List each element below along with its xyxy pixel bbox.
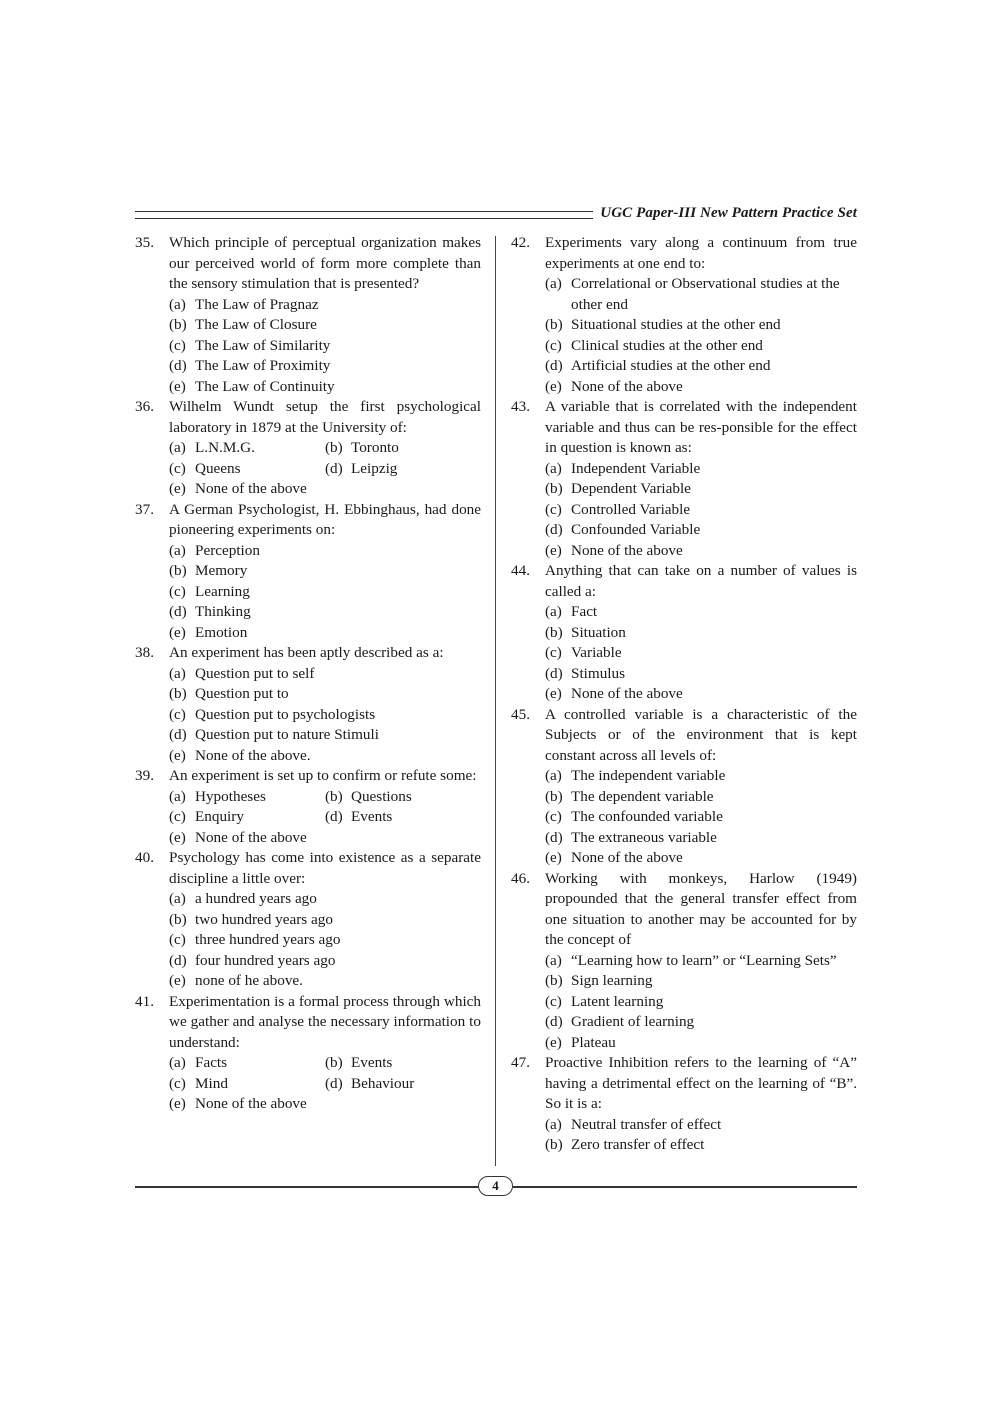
option-d: (d) Thinking — [169, 603, 251, 620]
option-e: (e) None of the above — [545, 541, 683, 559]
page-number: 4 — [478, 1176, 513, 1196]
question-number: 45. — [511, 705, 530, 723]
option-c: (c) Clinical studies at the other end — [545, 336, 763, 354]
option-a: (a) Facts — [169, 1054, 228, 1071]
option-a: (a) The independent variable — [545, 767, 726, 784]
option-e: (e) None of the above — [169, 1095, 307, 1112]
option-d: (d) Confounded Variable — [545, 521, 701, 538]
question-number: 43. — [511, 398, 530, 415]
question-38 — [135, 643, 481, 766]
option-a: (a) “Learning how to learn” or “Learning Sets” — [545, 951, 837, 969]
option-d: (d) Behaviour — [325, 1074, 415, 1092]
option-a: (a) Hypotheses — [169, 787, 266, 805]
option-c: (c) Controlled Variable — [545, 500, 691, 518]
option-b: (b) The dependent variable — [545, 787, 714, 805]
option-c: (c) The Law of Similarity — [169, 336, 331, 354]
option-c: (c) The confounded variable — [545, 808, 723, 825]
option-b: (b) Situation — [545, 623, 626, 641]
option-c: (c) three hundred years ago — [169, 931, 341, 948]
question-40 — [135, 848, 481, 992]
option-a: (a) L.N.M.G. — [169, 439, 255, 456]
question-41 — [135, 992, 481, 1115]
column-divider — [495, 236, 496, 1166]
question-47 — [511, 1053, 857, 1156]
question-number: 44. — [511, 562, 530, 579]
option-a: (a) Neutral transfer of effect — [545, 1115, 722, 1133]
page-footer — [135, 1176, 857, 1198]
question-43 — [511, 397, 857, 561]
question-number: 47. — [511, 1054, 530, 1071]
option-d: (d) Events — [325, 808, 393, 825]
option-d: (d) Artificial studies at the other end — [545, 357, 771, 374]
question-text: Wilhelm Wundt setup the first psychological laboratory in 1879 at the University of: — [169, 398, 481, 436]
question-text: A German Psychologist, H. Ebbinghaus, had done pioneering experiments on: — [169, 500, 481, 538]
option-b: (b) Events — [325, 1054, 393, 1071]
question-35 — [135, 233, 481, 397]
question-text: Working with monkeys, Harlow (1949) propounded that the general transfer effect from one situation to another may be accounted for by the concept of — [545, 869, 857, 948]
question-number: 35. — [135, 234, 154, 251]
option-e: (e) None of the above — [169, 828, 307, 846]
option-d: (d) four hundred years ago — [169, 951, 336, 969]
header-rule — [135, 211, 593, 219]
option-e: (e) None of the above — [545, 849, 683, 866]
question-number: 39. — [135, 767, 154, 784]
option-a: (a) Fact — [545, 603, 598, 620]
question-text: Which principle of perceptual organization makes our perceived world of form more complete than the sensory stimulation that is presented? — [169, 234, 481, 292]
option-d: (d) Gradient of learning — [545, 1013, 695, 1030]
left-column — [135, 233, 481, 1115]
option-e: (e) The Law of Continuity — [169, 377, 335, 395]
option-d: (d) Leipzig — [325, 459, 398, 477]
option-e: (e) Emotion — [169, 623, 248, 641]
option-c: (c) Queens — [169, 459, 241, 477]
right-column — [511, 233, 857, 1156]
option-e: (e) none of he above. — [169, 972, 303, 989]
question-46 — [511, 869, 857, 1054]
option-a: (a) Independent Variable — [545, 459, 701, 477]
footer-rule-left — [135, 1186, 478, 1188]
question-42 — [511, 233, 857, 397]
question-number: 41. — [135, 992, 154, 1010]
option-c: (c) Learning — [169, 582, 250, 600]
option-c: (c) Enquiry — [169, 808, 244, 825]
option-e: (e) Plateau — [545, 1033, 616, 1051]
question-number: 40. — [135, 849, 154, 866]
option-b: (b) two hundred years ago — [169, 910, 333, 928]
option-e: (e) None of the above — [169, 480, 307, 497]
question-text: Anything that can take on a number of values is called a: — [545, 562, 857, 600]
footer-rule-right — [513, 1186, 857, 1188]
option-b: (b) Questions — [325, 787, 412, 805]
option-b: (b) Question put to — [169, 685, 289, 702]
question-45 — [511, 705, 857, 869]
question-number: 37. — [135, 500, 154, 518]
option-a: (a) The Law of Pragnaz — [169, 295, 319, 313]
option-b: (b) Memory — [169, 562, 248, 579]
question-text: Experimentation is a formal process through which we gather and analyse the necessary information to understand: — [169, 992, 481, 1051]
option-d: (d) The extraneous variable — [545, 828, 717, 846]
question-number: 36. — [135, 398, 154, 415]
question-44 — [511, 561, 857, 705]
header-title: UGC Paper-III New Pattern Practice Set — [600, 205, 857, 221]
option-a: (a) Question put to self — [169, 664, 315, 682]
option-a: (a) a hundred years ago — [169, 890, 317, 907]
question-text: Experiments vary along a continuum from true experiments at one end to: — [545, 234, 857, 272]
question-text: An experiment has been aptly described as a: — [169, 644, 444, 661]
option-c: (c) Mind — [169, 1074, 228, 1092]
question-number: 46. — [511, 869, 530, 887]
question-number: 38. — [135, 644, 154, 661]
question-number: 42. — [511, 234, 530, 251]
option-b: (b) Sign learning — [545, 972, 653, 989]
option-a: (a) Perception — [169, 541, 260, 559]
option-c: (c) Variable — [545, 644, 622, 661]
option-d: (d) Question put to nature Stimuli — [169, 726, 379, 743]
option-b: (b) Zero transfer of effect — [545, 1136, 705, 1153]
option-d: (d) Stimulus — [545, 664, 626, 682]
option-e: (e) None of the above. — [169, 746, 311, 764]
question-text: Proactive Inhibition refers to the learning of “A” having a detrimental effect on the learning of “B”. So it is a: — [545, 1054, 857, 1112]
option-d: (d) The Law of Proximity — [169, 357, 331, 374]
option-c: (c) Question put to psychologists — [169, 705, 376, 723]
option-b: (b) Situational studies at the other end — [545, 316, 781, 333]
option-a: (a) Correlational or Observational studies at the other end — [545, 275, 840, 313]
question-text: A variable that is correlated with the independent variable and thus can be res-ponsible for the effect in question is known as: — [545, 398, 857, 456]
running-header — [135, 205, 857, 225]
question-text: An experiment is set up to confirm or refute some: — [169, 767, 477, 784]
question-37 — [135, 500, 481, 644]
option-c: (c) Latent learning — [545, 992, 664, 1010]
option-b: (b) Toronto — [325, 439, 399, 456]
option-e: (e) None of the above — [545, 377, 683, 395]
question-text: Psychology has come into existence as a separate discipline a little over: — [169, 849, 481, 887]
option-e: (e) None of the above — [545, 685, 683, 702]
question-39 — [135, 766, 481, 848]
option-b: (b) Dependent Variable — [545, 480, 691, 497]
question-text: A controlled variable is a characteristic of the Subjects or of the environment that is kept constant across all levels of: — [545, 705, 857, 764]
question-36 — [135, 397, 481, 500]
option-b: (b) The Law of Closure — [169, 316, 317, 333]
